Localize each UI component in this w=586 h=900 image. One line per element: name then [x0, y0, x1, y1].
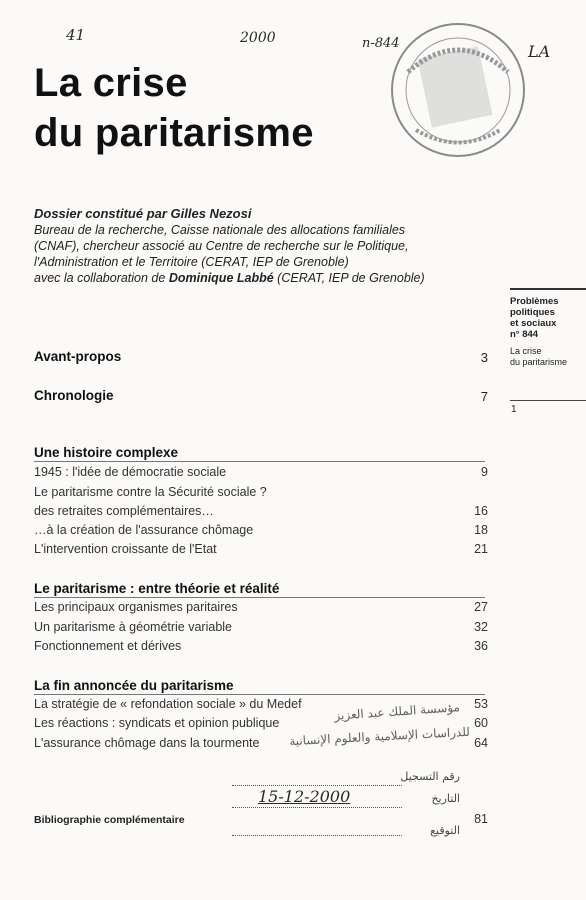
sidebar-desc-line-1: La crise [510, 346, 542, 356]
toc-page: 53 [474, 697, 488, 711]
toc-page: 21 [474, 542, 488, 556]
section-heading: Le paritarisme : entre théorie et réalité [34, 581, 280, 596]
section-rule [34, 597, 485, 598]
toc-page: 64 [474, 736, 488, 750]
byline-lead [34, 206, 504, 222]
library-seal [388, 20, 528, 160]
toc-page: 27 [474, 600, 488, 614]
toc-page: 36 [474, 639, 488, 653]
toc-entry[interactable]: 1945 : l'idée de démocratie sociale [34, 465, 227, 479]
stamp-date-label: التاريخ [431, 792, 460, 805]
toc-entry-chronologie[interactable]: Chronologie [34, 388, 114, 403]
toc-entry[interactable]: Un paritarisme à géométrie variable [34, 620, 233, 634]
toc-entry[interactable]: des retraites complémentaires… [34, 504, 214, 518]
collab-prefix: avec la collaboration de [34, 271, 169, 285]
toc-page: 9 [481, 465, 488, 479]
toc-entry[interactable]: Les principaux organismes paritaires [34, 600, 238, 614]
section-rule [34, 461, 485, 462]
handwritten-issue: n-844 [362, 36, 400, 51]
series-number: n° 844 [510, 329, 539, 340]
series-line-2: politiques [510, 307, 555, 318]
stamp-date-line [232, 806, 402, 808]
toc-page-avant-propos: 3 [480, 350, 488, 365]
toc-page: 60 [474, 716, 488, 730]
toc-entry[interactable]: La stratégie de « refondation sociale » du Medef [34, 697, 302, 711]
sidebar-page-number: 1 [511, 404, 517, 415]
collab-suffix: (CERAT, IEP de Grenoble) [273, 271, 425, 285]
toc-entry-bibliography[interactable]: Bibliographie complémentaire [34, 814, 185, 826]
byline-line-2: (CNAF), chercheur associé au Centre de recherche sur le Politique, [34, 239, 409, 253]
toc-entry[interactable]: Le paritarisme contre la Sécurité sociale ? [34, 485, 267, 499]
stamp-signature-line [232, 834, 402, 836]
byline-line-3: l'Administration et le Territoire (CERAT, IEP de Grenoble) [34, 255, 349, 269]
section-heading: Une histoire complexe [34, 445, 179, 460]
title-line-1: La crise [34, 61, 188, 105]
toc-entry-avant-propos[interactable]: Avant-propos [34, 349, 122, 364]
toc-entry[interactable]: Fonctionnement et dérives [34, 639, 182, 653]
toc-page-bibliography: 81 [474, 812, 488, 826]
toc-page-chronologie: 7 [480, 389, 488, 404]
stamp-date-value: 15-12-2000 [258, 787, 351, 806]
toc-entry[interactable]: Les réactions : syndicats et opinion publique [34, 716, 280, 730]
stamp-institution-line-2: للدراسات الإسلامية والعلوم الإنسانية [288, 724, 471, 749]
series-line-3: et sociaux [510, 318, 557, 329]
handwritten-number: 41 [66, 26, 86, 44]
toc-entry[interactable]: L'intervention croissante de l'Etat [34, 542, 217, 556]
sidebar-rule-2 [510, 400, 586, 401]
stamp-registration-label: رقم التسجيل [400, 770, 460, 783]
stamp-registration-line [232, 784, 402, 786]
toc-entry[interactable]: L'assurance chômage dans la tourmente [34, 736, 260, 750]
byline-collab [34, 270, 504, 286]
series-label [510, 296, 559, 340]
toc-page: 18 [474, 523, 488, 537]
stamp-institution-line-1: مؤسسة الملك عبد العزيز [333, 700, 461, 723]
byline-lead-text: Dossier constitué par Gilles Nezosi [34, 206, 252, 221]
collab-name: Dominique Labbé [168, 271, 274, 285]
sidebar-description [510, 346, 567, 368]
page-title [34, 58, 314, 158]
handwritten-code: LA [528, 42, 551, 61]
section-heading: La fin annoncée du paritarisme [34, 678, 234, 693]
sidebar-desc-line-2: du paritarisme [510, 357, 568, 367]
byline [34, 206, 504, 286]
toc-entry[interactable]: …à la création de l'assurance chômage [34, 523, 254, 537]
stamp-signature-label: التوقيع [430, 824, 460, 837]
byline-line-1: Bureau de la recherche, Caisse nationale des allocations familiales [34, 223, 406, 237]
series-line-1: Problèmes [510, 296, 559, 307]
section-rule [34, 694, 485, 695]
sidebar-rule [510, 288, 586, 290]
toc-page: 16 [474, 504, 488, 518]
handwritten-year: 2000 [240, 30, 276, 46]
title-line-2: du paritarisme [34, 111, 314, 155]
toc-page: 32 [474, 620, 488, 634]
